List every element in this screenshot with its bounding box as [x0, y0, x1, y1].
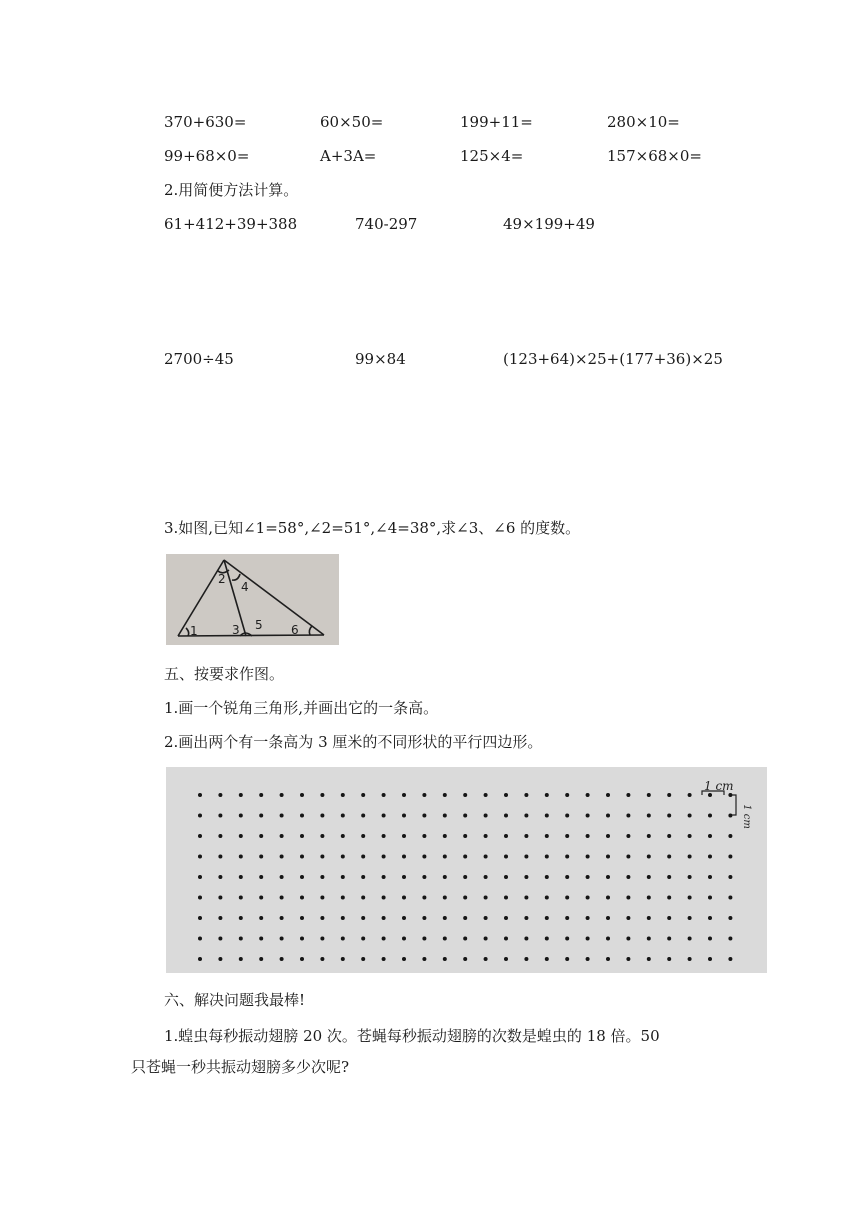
grid-dot [198, 793, 202, 797]
grid-dot [402, 875, 406, 879]
grid-dot [728, 814, 732, 818]
grid-dot [647, 957, 651, 961]
grid-dot [443, 957, 447, 961]
grid-dot [280, 896, 284, 900]
grid-dot [728, 834, 732, 838]
grid-dot [218, 916, 222, 920]
grid-dot [545, 793, 549, 797]
grid-dot [504, 834, 508, 838]
grid-dot [382, 937, 386, 941]
grid-dot [545, 834, 549, 838]
grid-dot [259, 896, 263, 900]
grid-dot [565, 834, 569, 838]
angle-label-2: 2 [218, 572, 226, 586]
grid-dot [545, 814, 549, 818]
grid-dot [708, 814, 712, 818]
grid-dot [239, 814, 243, 818]
grid-dot [524, 855, 528, 859]
grid-dot [667, 937, 671, 941]
grid-label-vertical: 1 cm [740, 804, 752, 829]
grid-dot [422, 834, 426, 838]
grid-dot [545, 896, 549, 900]
dot-grid [166, 767, 767, 973]
simplify-2-3: (123+64)×25+(177+36)×25 [503, 350, 723, 368]
grid-dot [239, 793, 243, 797]
grid-dot [545, 937, 549, 941]
grid-dot [361, 916, 365, 920]
grid-dot [422, 814, 426, 818]
grid-dot [320, 875, 324, 879]
grid-dot [422, 916, 426, 920]
grid-dot [728, 937, 732, 941]
grid-dot [300, 834, 304, 838]
grid-dot [688, 957, 692, 961]
grid-dot [728, 855, 732, 859]
grid-dot [443, 814, 447, 818]
grid-dot [300, 855, 304, 859]
grid-dot [586, 916, 590, 920]
grid-dot [218, 855, 222, 859]
grid-dot [300, 957, 304, 961]
grid-dot [443, 855, 447, 859]
grid-dot [382, 793, 386, 797]
grid-dot [402, 957, 406, 961]
grid-dot [341, 916, 345, 920]
grid-dot [626, 957, 630, 961]
grid-dot [688, 916, 692, 920]
grid-dot [300, 896, 304, 900]
grid-dot [667, 793, 671, 797]
grid-dot [626, 937, 630, 941]
grid-dot [300, 814, 304, 818]
grid-dot [361, 957, 365, 961]
grid-dot [443, 793, 447, 797]
grid-dot [708, 875, 712, 879]
grid-dot [606, 957, 610, 961]
grid-dot [443, 834, 447, 838]
grid-dot [320, 793, 324, 797]
grid-dot [382, 855, 386, 859]
problem1-line2: 只苍蝇一秒共振动翅膀多少次呢? [131, 1058, 350, 1076]
dot-grid-figure [166, 767, 767, 973]
grid-dot [320, 814, 324, 818]
grid-dot [565, 937, 569, 941]
grid-dot [708, 896, 712, 900]
grid-dot [382, 814, 386, 818]
grid-dot [443, 875, 447, 879]
grid-dot [606, 814, 610, 818]
grid-dot [280, 814, 284, 818]
grid-dot [341, 957, 345, 961]
grid-dot [708, 916, 712, 920]
grid-label-horizontal: 1 cm [704, 779, 734, 793]
grid-dot [667, 957, 671, 961]
grid-dot [218, 937, 222, 941]
grid-dot [565, 916, 569, 920]
grid-dot [218, 814, 222, 818]
section5-item1: 1.画一个锐角三角形,并画出它的一条高。 [164, 699, 439, 717]
grid-dot [341, 937, 345, 941]
grid-dot [280, 834, 284, 838]
grid-dot [361, 814, 365, 818]
calc-1-1: 370+630= [164, 113, 247, 131]
angle-label-3: 3 [232, 623, 240, 637]
grid-dot [463, 814, 467, 818]
grid-dot [524, 916, 528, 920]
grid-dot [524, 957, 528, 961]
grid-dot [320, 855, 324, 859]
grid-dot [484, 814, 488, 818]
grid-dot [504, 814, 508, 818]
grid-dot [361, 855, 365, 859]
grid-dot [606, 916, 610, 920]
grid-dot [606, 937, 610, 941]
grid-dot [239, 957, 243, 961]
grid-dot [586, 957, 590, 961]
grid-dot [422, 937, 426, 941]
grid-dot [484, 896, 488, 900]
grid-dot [402, 937, 406, 941]
grid-dot [280, 793, 284, 797]
grid-dot [280, 855, 284, 859]
grid-dot [524, 834, 528, 838]
simplify-1-3: 49×199+49 [503, 215, 595, 233]
grid-dot [422, 793, 426, 797]
grid-dot [667, 814, 671, 818]
grid-dot [463, 896, 467, 900]
grid-dot [524, 793, 528, 797]
calc-2-3: 125×4= [460, 147, 524, 165]
grid-dot [586, 855, 590, 859]
grid-dot [341, 896, 345, 900]
grid-dot [565, 793, 569, 797]
grid-dot [382, 875, 386, 879]
grid-dot [361, 875, 365, 879]
grid-dot [300, 793, 304, 797]
simplify-1-2: 740-297 [355, 215, 418, 233]
grid-dot [341, 834, 345, 838]
grid-dot [463, 834, 467, 838]
grid-dot [708, 834, 712, 838]
grid-dot [259, 814, 263, 818]
grid-dot [626, 855, 630, 859]
triangle-figure [166, 554, 339, 645]
grid-dot [218, 834, 222, 838]
grid-dot [259, 875, 263, 879]
calc-2-1: 99+68×0= [164, 147, 250, 165]
grid-dot [647, 937, 651, 941]
grid-dot [361, 937, 365, 941]
grid-dot [218, 896, 222, 900]
grid-dot [688, 937, 692, 941]
grid-dot [402, 916, 406, 920]
grid-dot [382, 957, 386, 961]
grid-dot [402, 814, 406, 818]
grid-dot [402, 834, 406, 838]
grid-dot [728, 793, 732, 797]
grid-dot [524, 937, 528, 941]
grid-dot [259, 834, 263, 838]
grid-dot [565, 957, 569, 961]
grid-dot [708, 957, 712, 961]
grid-dot [647, 875, 651, 879]
grid-dot [341, 875, 345, 879]
grid-dot [484, 834, 488, 838]
grid-dot [320, 834, 324, 838]
simplify-2-1: 2700÷45 [164, 350, 234, 368]
grid-dot [239, 855, 243, 859]
grid-dot [463, 875, 467, 879]
grid-dot [504, 937, 508, 941]
grid-dot [280, 957, 284, 961]
grid-dot [198, 957, 202, 961]
grid-dot [484, 875, 488, 879]
grid-dot [239, 875, 243, 879]
grid-dot [239, 896, 243, 900]
simplify-heading: 2.用简便方法计算。 [164, 181, 299, 199]
grid-dot [463, 855, 467, 859]
grid-dot [463, 937, 467, 941]
grid-dot [545, 916, 549, 920]
grid-dot [198, 814, 202, 818]
grid-dot [708, 855, 712, 859]
grid-dot [382, 916, 386, 920]
grid-dot [667, 834, 671, 838]
grid-dot [504, 793, 508, 797]
grid-dot [198, 916, 202, 920]
grid-dot [504, 875, 508, 879]
grid-dot [198, 937, 202, 941]
grid-dot [565, 814, 569, 818]
grid-dot [422, 875, 426, 879]
grid-dot [586, 814, 590, 818]
grid-dot [565, 875, 569, 879]
grid-dot [300, 875, 304, 879]
simplify-1-1: 61+412+39+388 [164, 215, 298, 233]
calc-2-2: A+3A= [320, 147, 377, 165]
grid-dot [218, 875, 222, 879]
grid-dot [586, 937, 590, 941]
problem1-line1: 1.蝗虫每秒振动翅膀 20 次。苍蝇每秒振动翅膀的次数是蝗虫的 18 倍。50 [164, 1027, 660, 1045]
grid-dot [259, 793, 263, 797]
grid-dot [443, 937, 447, 941]
grid-dot [728, 896, 732, 900]
grid-dot [463, 916, 467, 920]
grid-dot [443, 916, 447, 920]
grid-dot [626, 875, 630, 879]
grid-dot [320, 916, 324, 920]
grid-dot [361, 834, 365, 838]
grid-dot [402, 855, 406, 859]
grid-dot [728, 916, 732, 920]
grid-dot [728, 875, 732, 879]
grid-dot [259, 957, 263, 961]
grid-dot [402, 896, 406, 900]
grid-dot [647, 793, 651, 797]
angle-label-6: 6 [291, 623, 299, 637]
grid-dot [606, 875, 610, 879]
grid-dot [198, 855, 202, 859]
grid-dot [565, 896, 569, 900]
grid-dot [259, 937, 263, 941]
calc-1-2: 60×50= [320, 113, 384, 131]
grid-dot [463, 793, 467, 797]
grid-dot [647, 896, 651, 900]
grid-dot [504, 957, 508, 961]
grid-dot [688, 834, 692, 838]
grid-dot [504, 896, 508, 900]
grid-dot [341, 814, 345, 818]
grid-dot [484, 855, 488, 859]
grid-dot [586, 875, 590, 879]
angle-label-5: 5 [255, 618, 263, 632]
grid-dot [586, 834, 590, 838]
grid-dot [606, 896, 610, 900]
grid-dot [606, 834, 610, 838]
grid-dot [320, 937, 324, 941]
grid-dot [565, 855, 569, 859]
grid-dot [341, 793, 345, 797]
grid-dot [361, 896, 365, 900]
grid-dot [688, 793, 692, 797]
calc-1-3: 199+11= [460, 113, 533, 131]
grid-dot [484, 957, 488, 961]
grid-dot [218, 793, 222, 797]
grid-dot [198, 834, 202, 838]
grid-dot [259, 855, 263, 859]
grid-dot [606, 793, 610, 797]
grid-dot [647, 834, 651, 838]
angle-label-1: 1 [190, 624, 198, 638]
grid-dot [728, 957, 732, 961]
grid-dot [422, 855, 426, 859]
section5-item2: 2.画出两个有一条高为 3 厘米的不同形状的平行四边形。 [164, 733, 543, 751]
grid-dot [198, 896, 202, 900]
grid-dot [463, 957, 467, 961]
angle-problem-text: 3.如图,已知∠1=58°,∠2=51°,∠4=38°,求∠3、∠6 的度数。 [164, 519, 581, 537]
grid-dot [688, 896, 692, 900]
grid-dot [422, 896, 426, 900]
grid-dot [586, 896, 590, 900]
grid-dot [626, 814, 630, 818]
section6-heading: 六、解决问题我最棒! [164, 991, 306, 1009]
grid-dot [647, 916, 651, 920]
grid-dot [239, 834, 243, 838]
grid-dot [239, 916, 243, 920]
grid-dot [280, 937, 284, 941]
grid-dot [606, 855, 610, 859]
grid-dot [667, 855, 671, 859]
grid-dot [484, 793, 488, 797]
grid-dot [280, 875, 284, 879]
grid-dot [708, 793, 712, 797]
section5-heading: 五、按要求作图。 [164, 665, 285, 683]
grid-dot [626, 896, 630, 900]
grid-dot [280, 916, 284, 920]
grid-dot [667, 875, 671, 879]
grid-dot [524, 896, 528, 900]
grid-dot [300, 916, 304, 920]
grid-dot [688, 875, 692, 879]
grid-dot [341, 855, 345, 859]
calc-2-4: 157×68×0= [607, 147, 702, 165]
grid-dot [524, 814, 528, 818]
grid-dot [239, 937, 243, 941]
grid-dot [218, 957, 222, 961]
grid-dot [545, 855, 549, 859]
grid-dot [484, 937, 488, 941]
grid-dot [402, 793, 406, 797]
grid-dot [259, 916, 263, 920]
grid-dot [504, 855, 508, 859]
grid-dot [361, 793, 365, 797]
grid-dot [545, 957, 549, 961]
grid-dot [586, 793, 590, 797]
grid-dot [688, 814, 692, 818]
grid-dot [688, 855, 692, 859]
grid-dot [667, 896, 671, 900]
grid-dot [626, 834, 630, 838]
grid-dot [320, 896, 324, 900]
calc-1-4: 280×10= [607, 113, 680, 131]
simplify-2-2: 99×84 [355, 350, 406, 368]
grid-dot [647, 855, 651, 859]
grid-dot [667, 916, 671, 920]
grid-dot [504, 916, 508, 920]
grid-dot [524, 875, 528, 879]
grid-dot [626, 793, 630, 797]
grid-dot [443, 896, 447, 900]
grid-dot [382, 896, 386, 900]
grid-dot [300, 937, 304, 941]
grid-dot [484, 916, 488, 920]
grid-dot [422, 957, 426, 961]
grid-dot [320, 957, 324, 961]
grid-dot [708, 937, 712, 941]
grid-dot [382, 834, 386, 838]
grid-dot [647, 814, 651, 818]
angle-label-4: 4 [241, 580, 249, 594]
grid-dot [198, 875, 202, 879]
grid-dot [626, 916, 630, 920]
grid-dot [545, 875, 549, 879]
